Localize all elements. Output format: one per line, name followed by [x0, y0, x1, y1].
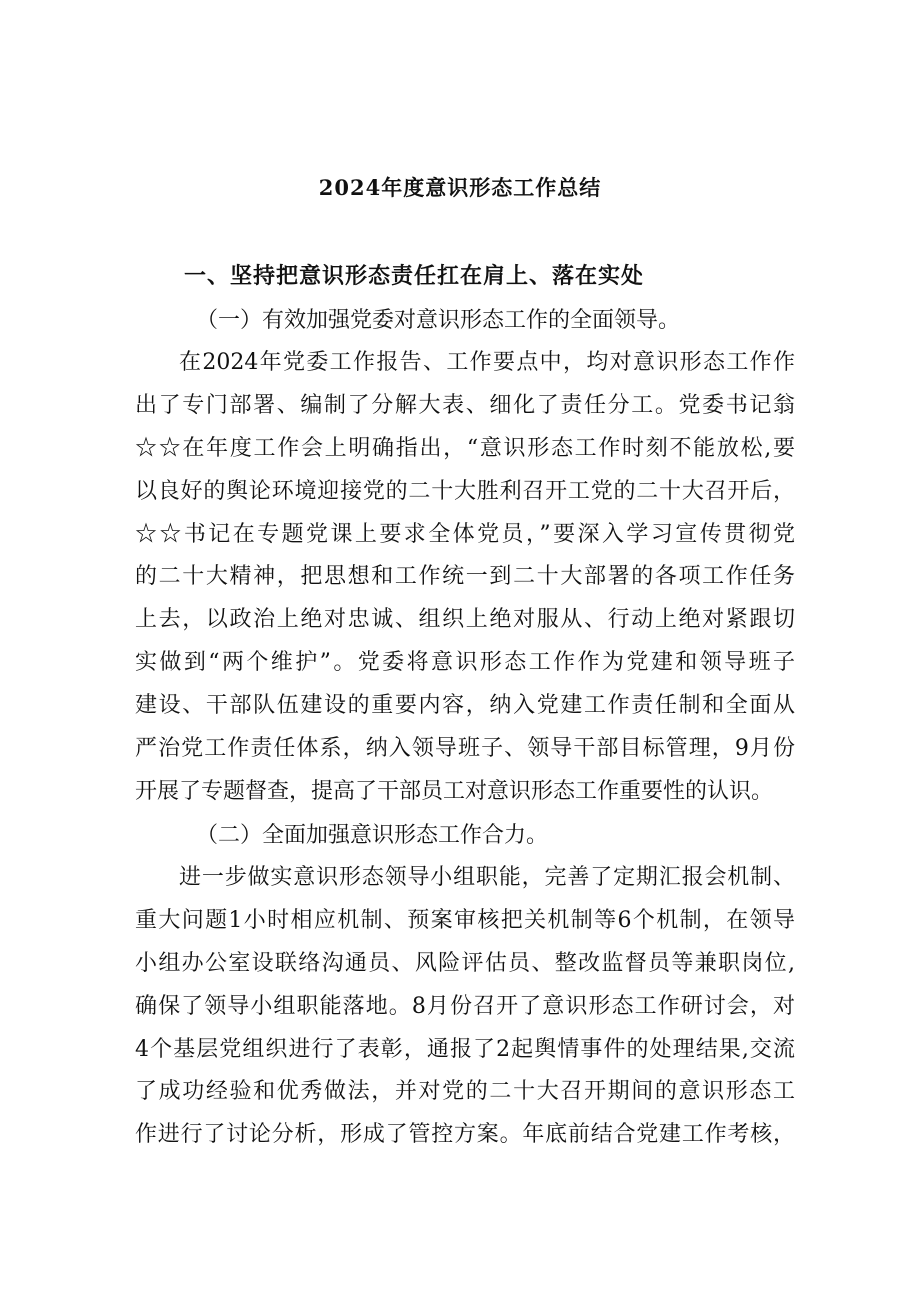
paragraph-line: 进一步做实意识形态领导小组职能，完善了定期汇报会机制、: [179, 865, 795, 890]
paragraph-line: 的二十大精神，把思想和工作统一到二十大部署的各项工作任务: [135, 564, 795, 590]
paragraph-line: 确保了领导小组职能落地。8月份召开了意识形态工作研讨会，对: [135, 993, 795, 1019]
paragraph-line: 4个基层党组织进行了表彰，通报了2起舆情事件的处理结果,交流: [135, 1036, 795, 1062]
paragraph-line: 出了专门部署、编制了分解大表、细化了责任分工。党委书记翁: [135, 392, 795, 418]
paragraph-line: 在2024年党委工作报告、工作要点中，均对意识形态工作作: [179, 350, 795, 375]
paragraph-line: 建设、干部队伍建设的重要内容，纳入党建工作责任制和全面从: [135, 693, 795, 719]
subsection-heading-2: （二）全面加强意识形态工作合力。: [196, 823, 549, 848]
document-title: 2024年度意识形态工作总结: [318, 175, 602, 200]
subsection-heading-1: （一）有效加强党委对意识形态工作的全面领导。: [196, 308, 681, 333]
paragraph-line: 作进行了讨论分析，形成了管控方案。年底前结合党建工作考核，: [135, 1122, 795, 1148]
paragraph-line: 小组办公室设联络沟通员、风险评估员、整改监督员等兼职岗位,: [135, 950, 795, 976]
paragraph-line: 重大问题1小时相应机制、预案审核把关机制等6个机制，在领导: [135, 907, 795, 933]
paragraph-line: ☆☆书记在专题党课上要求全体党员，”要深入学习宣传贯彻党: [135, 521, 795, 547]
paragraph-line: 开展了专题督查，提高了干部员工对意识形态工作重要性的认识。: [135, 778, 774, 804]
paragraph-1: [135, 342, 795, 814]
paragraph-line: 实做到“两个维护”。党委将意识形态工作作为党建和领导班子: [135, 650, 795, 676]
paragraph-2: [135, 857, 795, 1157]
paragraph-line: ☆☆在年度工作会上明确指出，“意识形态工作时刻不能放松,要: [135, 435, 795, 461]
paragraph-line: 了成功经验和优秀做法，并对党的二十大召开期间的意识形态工: [135, 1079, 795, 1105]
paragraph-line: 以良好的舆论环境迎接党的二十大胜利召开工党的二十大召开后，: [135, 478, 795, 504]
section-heading-1: 一、坚持把意识形态责任扛在肩上、落在实处: [184, 263, 645, 289]
paragraph-line: 严治党工作责任体系，纳入领导班子、领导干部目标管理，9月份: [135, 736, 795, 762]
paragraph-line: 上去，以政治上绝对忠诚、组织上绝对服从、行动上绝对紧跟切: [135, 607, 795, 633]
